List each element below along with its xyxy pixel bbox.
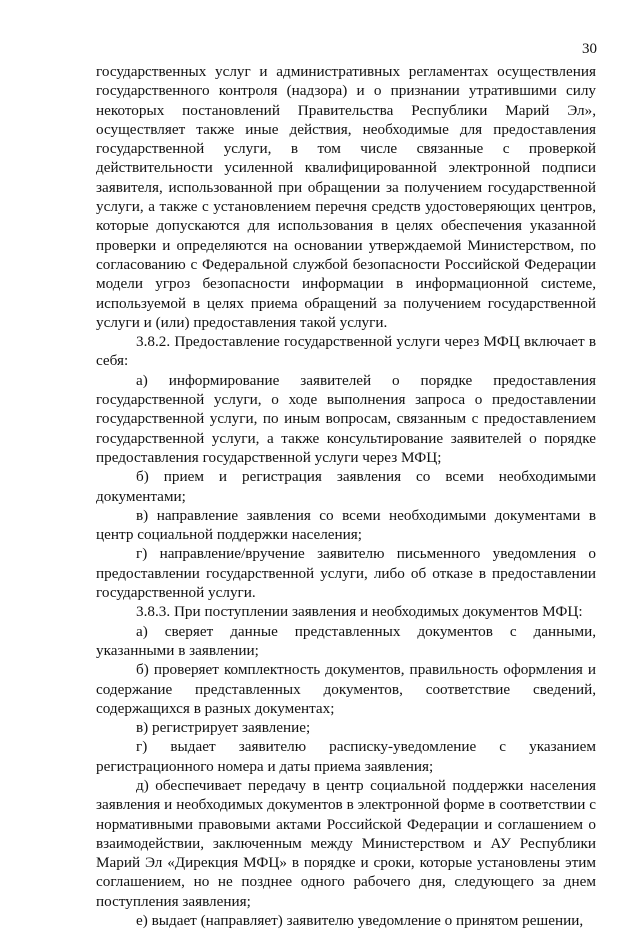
list-item: а) сверяет данные представленных документов с данными, указанными в заявлении; xyxy=(96,622,596,659)
section-heading: 3.8.2. Предоставление государственной услуги через МФЦ включает в себя: xyxy=(96,333,596,370)
list-item: а) информирование заявителей о порядке предоставления государственной услуги, о ходе выполнения запроса о предоставлении государственной услуги, по иным вопросам, связанным с предоставлением государственной услуги, а также консультирование заявителей о порядке предоставления государственной услуги через МФЦ; xyxy=(96,371,596,466)
section-heading: 3.8.3. При поступлении заявления и необходимых документов МФЦ: xyxy=(136,603,583,621)
document-body xyxy=(96,0,596,930)
list-item: г) направление/вручение заявителю письменного уведомления о предоставлении государственной услуги, либо об отказе в предоставлении государственной услуги. xyxy=(96,545,596,602)
list-item: д) обеспечивает передачу в центр социальной поддержки населения заявления и необходимых документов в электронной форме в соответствии с нормативными правовыми актами Российской Федерации и соглашением о взаимодействии, заключенным между Министерством и АУ Республики Марий Эл «Дирекция МФЦ» в порядке и сроки, которые установлены этим соглашением, но не позднее одного рабочего дня, следующего за днем поступления заявления; xyxy=(96,776,596,910)
list-item: в) регистрирует заявление; xyxy=(136,719,311,737)
list-item: б) прием и регистрация заявления со всеми необходимыми документами; xyxy=(96,468,596,505)
list-item: г) выдает заявителю расписку-уведомление с указанием регистрационного номера и даты приема заявления; xyxy=(96,738,596,775)
paragraph: государственных услуг и административных регламентах осуществления государственного контроля (надзора) и о признании утратившими силу некоторых постановлений Правительства Республики Марий Эл», осуществляет также иные действия, необходимые для предоставления государственной услуги, в том числе связанные с проверкой действительности усиленной квалифицированной электронной подписи заявителя, использованной при обращении за получением государственной услуги, а также с установлением перечня средств удостоверяющих центров, которые допускаются для использования в целях обеспечения указанной проверки и определяются на основании утверждаемой Министерством, по согласованию с Федеральной службой безопасности Российской Федерации модели угроз безопасности информации в информационной системе, используемой в целях приема обращений за получением государственной услуги и (или) предоставления такой услуги. xyxy=(96,63,596,331)
list-item: в) направление заявления со всеми необходимыми документами в центр социальной поддержки населения; xyxy=(96,506,596,544)
list-item: е) выдает (направляет) заявителю уведомление о принятом решении, xyxy=(136,912,584,930)
list-item: б) проверяет комплектность документов, правильность оформления и содержание представленных документов, соответствие сведений, содержащихся в разных документах; xyxy=(96,661,596,717)
page-number: 30 xyxy=(582,41,597,57)
